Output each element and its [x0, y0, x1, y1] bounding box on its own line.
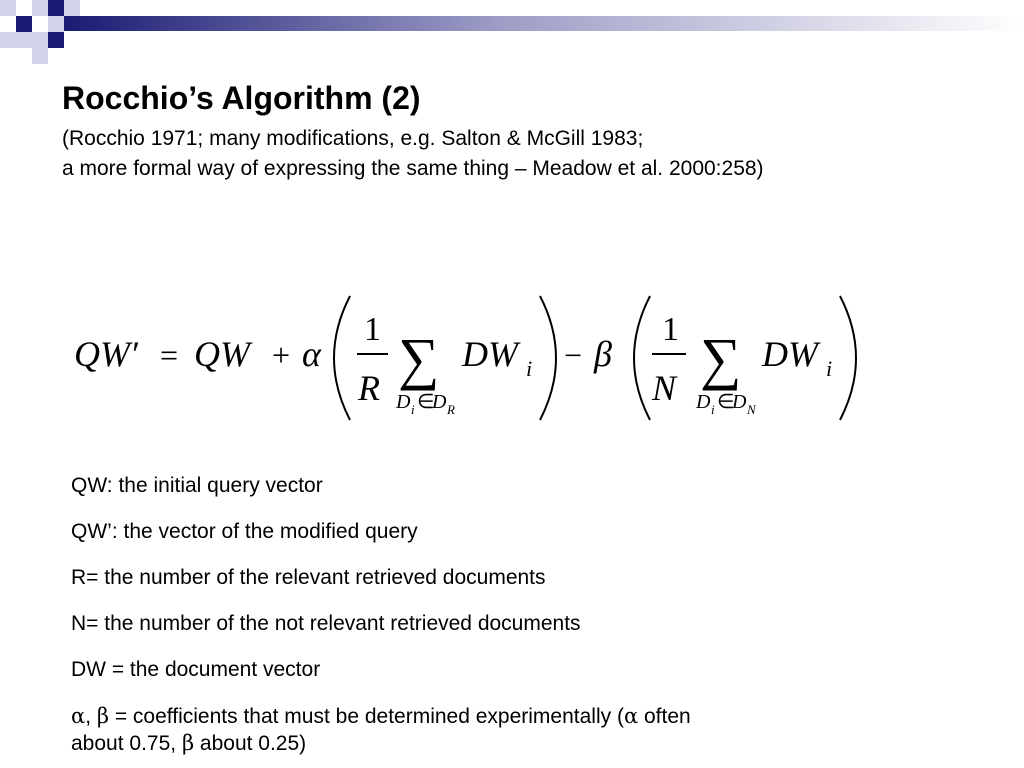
fraction-numerator: 1 [662, 311, 679, 348]
header-square [32, 16, 48, 32]
coef-comma: , [85, 705, 97, 728]
slide-title: Rocchio’s Algorithm (2) [62, 80, 421, 116]
header-square [0, 32, 16, 48]
alpha-symbol: α [623, 704, 639, 728]
definition-item: QW: the initial query vector [71, 474, 323, 497]
subtitle-line: a more formal way of expressing the same thing – Meadow et al. 2000:258) [62, 157, 764, 180]
summation-symbol: ∑ [398, 326, 440, 391]
sum-index-D: D [696, 391, 711, 413]
coef-text: often [638, 705, 691, 728]
sum-index-R: R [447, 402, 455, 417]
definition-item: N= the number of the not relevant retrieved documents [71, 612, 581, 635]
header-gradient-bar [64, 16, 1024, 31]
definition-item: DW = the document vector [71, 658, 321, 681]
subscript-i: i [526, 356, 533, 381]
fraction-numerator: 1 [364, 311, 381, 348]
beta-symbol: β [181, 731, 195, 755]
header-square [64, 0, 80, 16]
definition-item: QW’: the vector of the modified query [71, 520, 418, 543]
left-paren [334, 296, 350, 420]
formula-lhs: QW′ [74, 334, 138, 374]
formula-minus: − [564, 337, 583, 373]
header-square [16, 16, 32, 32]
header-square [48, 32, 64, 48]
fraction-denominator: N [652, 368, 677, 408]
left-paren [634, 296, 650, 420]
right-paren [540, 296, 556, 420]
header-square [48, 16, 64, 32]
alpha-symbol: α [71, 704, 86, 728]
right-paren [840, 296, 856, 420]
formula-eq: = [160, 337, 179, 373]
subtitle-line: (Rocchio 1971; many modifications, e.g. Salton & McGill 1983; [62, 127, 644, 150]
header-square [0, 0, 16, 16]
sum-index-in: ∈ [417, 391, 435, 413]
rocchio-formula [60, 288, 880, 428]
definition-item: R= the number of the relevant retrieved documents [71, 566, 546, 589]
doc-vector: DW [762, 334, 818, 374]
sum-index-N: N [747, 402, 756, 417]
doc-vector: DW [462, 334, 518, 374]
header-square [16, 0, 32, 16]
header-square [16, 32, 32, 48]
header-square [32, 48, 48, 64]
sum-index-D2: D [732, 391, 747, 413]
sum-index-in: ∈ [717, 391, 735, 413]
fraction-denominator: R [358, 368, 380, 408]
header-square [48, 0, 64, 16]
sum-index-D2: D [432, 391, 447, 413]
formula-beta: β [594, 334, 612, 374]
slide-header-decoration [0, 0, 1024, 64]
header-square [32, 0, 48, 16]
subscript-i: i [826, 356, 833, 381]
coef-text: about 0.25) [194, 732, 307, 755]
coef-text: about 0.75, [71, 732, 182, 755]
coefficients-item [71, 703, 861, 757]
sum-index-i: i [711, 402, 715, 417]
header-square [32, 32, 48, 48]
coef-text: = coefficients that must be determined experimentally ( [109, 705, 624, 728]
definition-list [71, 473, 861, 757]
beta-symbol: β [96, 704, 109, 728]
summation-symbol: ∑ [700, 326, 742, 391]
formula-qw: QW [194, 334, 250, 374]
sum-index-D: D [396, 391, 411, 413]
formula-plus: + [272, 337, 291, 373]
slide-subtitle [62, 124, 764, 184]
sum-index-i: i [411, 402, 415, 417]
formula-alpha: α [302, 334, 321, 374]
